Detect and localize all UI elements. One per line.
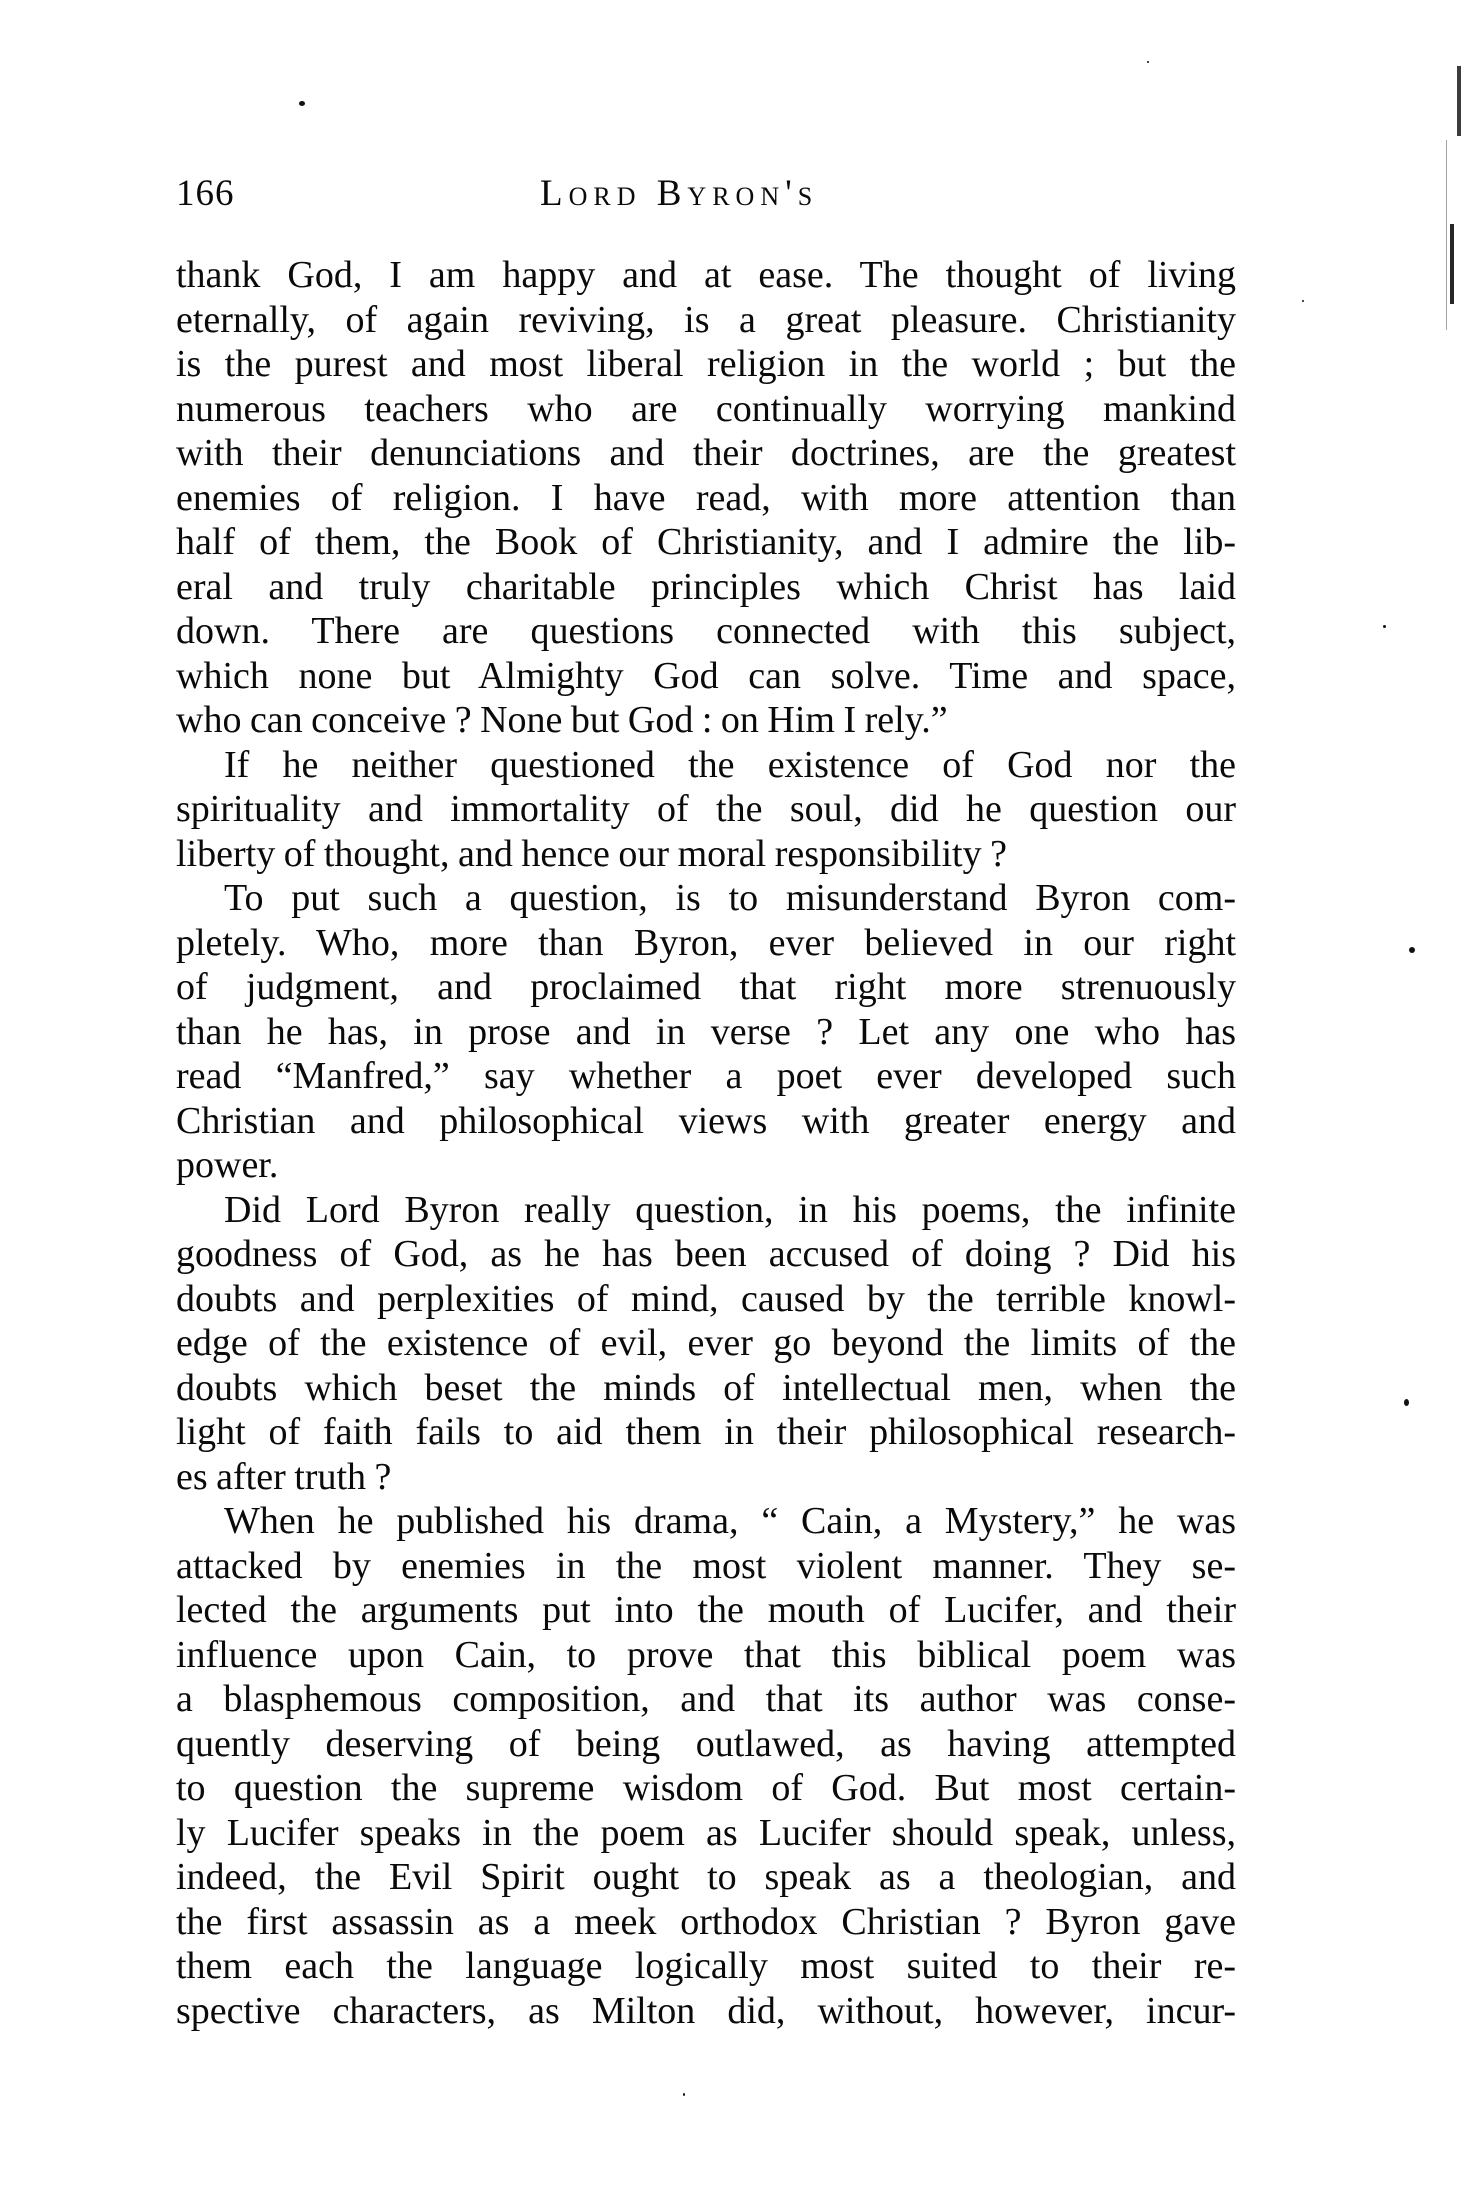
text-line: is the purest and most liberal religion in the world ; but the xyxy=(176,343,1236,385)
text-line: edge of the existence of evil, ever go beyond the limits of the xyxy=(176,1322,1236,1364)
text-line: ly Lucifer speaks in the poem as Lucifer should speak, unless, xyxy=(176,1811,1236,1854)
text-line: pletely. Who, more than Byron, ever believed in our right xyxy=(176,921,1236,964)
text-line: attacked by enemies in the most violent manner. They se- xyxy=(176,1544,1236,1587)
page-number: 166 xyxy=(176,173,235,214)
text-line: To put such a question, is to misunderstand Byron com- xyxy=(224,877,1236,919)
text-line: enemies of religion. I have read, with more attention than xyxy=(176,476,1236,519)
body-text xyxy=(176,253,1236,2033)
text-line: who can conceive ? None but God : on Him I rely.” xyxy=(176,699,948,741)
text-line: down. There are questions connected with this subject, xyxy=(176,610,1236,652)
text-line: them each the language logically most suited to their re- xyxy=(176,1945,1236,1987)
text-line: power. xyxy=(176,1144,279,1186)
text-line: quently deserving of being outlawed, as having attempted xyxy=(176,1722,1236,1765)
text-line: half of them, the Book of Christianity, and I admire the lib- xyxy=(176,521,1236,563)
text-line: read “Manfred,” say whether a poet ever developed such xyxy=(176,1055,1236,1097)
scan-speck xyxy=(1147,61,1149,63)
scan-speck xyxy=(1404,1399,1409,1406)
text-line: numerous teachers who are continually worrying mankind xyxy=(176,387,1236,430)
text-line: with their denunciations and their doctrines, are the greatest xyxy=(176,432,1236,474)
text-line: eternally, of again reviving, is a great pleasure. Christianity xyxy=(176,298,1236,341)
scan-speck xyxy=(1409,947,1415,953)
paragraph xyxy=(176,876,1236,1188)
text-line: a blasphemous composition, and that its author was conse- xyxy=(176,1678,1236,1720)
text-line: which none but Almighty God can solve. Time and space, xyxy=(176,654,1236,697)
scan-speck xyxy=(1302,300,1304,302)
text-line: light of faith fails to aid them in their philosophical research- xyxy=(176,1411,1236,1453)
scan-speck xyxy=(1383,625,1386,628)
paragraph xyxy=(176,253,1236,743)
text-line: lected the arguments put into the mouth of Lucifer, and their xyxy=(176,1589,1236,1631)
scan-edge-shadow xyxy=(1450,224,1454,304)
text-line: to question the supreme wisdom of God. But most certain- xyxy=(176,1767,1236,1809)
text-line: liberty of thought, and hence our moral responsibility ? xyxy=(176,832,1007,875)
text-line: indeed, the Evil Spirit ought to speak as a theologian, and xyxy=(176,1856,1236,1898)
text-line: doubts and perplexities of mind, caused by the terrible knowl- xyxy=(176,1277,1236,1320)
text-line: eral and truly charitable principles which Christ has laid xyxy=(176,565,1236,608)
text-line: Christian and philosophical views with greater energy and xyxy=(176,1099,1236,1142)
text-line: Did Lord Byron really question, in his poems, the infinite xyxy=(224,1188,1236,1231)
scan-speck xyxy=(683,2093,685,2096)
scan-edge-shadow xyxy=(1446,140,1447,330)
text-line: goodness of God, as he has been accused of doing ? Did his xyxy=(176,1233,1236,1275)
text-line: of judgment, and proclaimed that right more strenuously xyxy=(176,966,1236,1008)
scan-speck xyxy=(299,101,305,106)
text-line: influence upon Cain, to prove that this biblical poem was xyxy=(176,1633,1236,1676)
paragraph xyxy=(176,1188,1236,1500)
paragraph xyxy=(176,743,1236,877)
text-line: spirituality and immortality of the soul, did he question our xyxy=(176,788,1236,830)
text-line: es after truth ? xyxy=(176,1455,392,1498)
scan-edge-shadow xyxy=(1457,66,1461,136)
text-line: thank God, I am happy and at ease. The thought of living xyxy=(176,254,1236,296)
text-line: the first assassin as a meek orthodox Christian ? Byron gave xyxy=(176,1900,1236,1943)
paragraph xyxy=(176,1499,1236,2033)
text-line: doubts which beset the minds of intellectual men, when the xyxy=(176,1366,1236,1409)
running-head xyxy=(176,172,1236,216)
text-line: spective characters, as Milton did, without, however, incur- xyxy=(176,1989,1236,2032)
text-line: If he neither questioned the existence of God nor the xyxy=(224,743,1236,786)
text-line: When he published his drama, “ Cain, a Mystery,” he was xyxy=(224,1500,1236,1542)
text-line: than he has, in prose and in verse ? Let any one who has xyxy=(176,1010,1236,1053)
running-title: Lord Byron's xyxy=(540,173,819,214)
